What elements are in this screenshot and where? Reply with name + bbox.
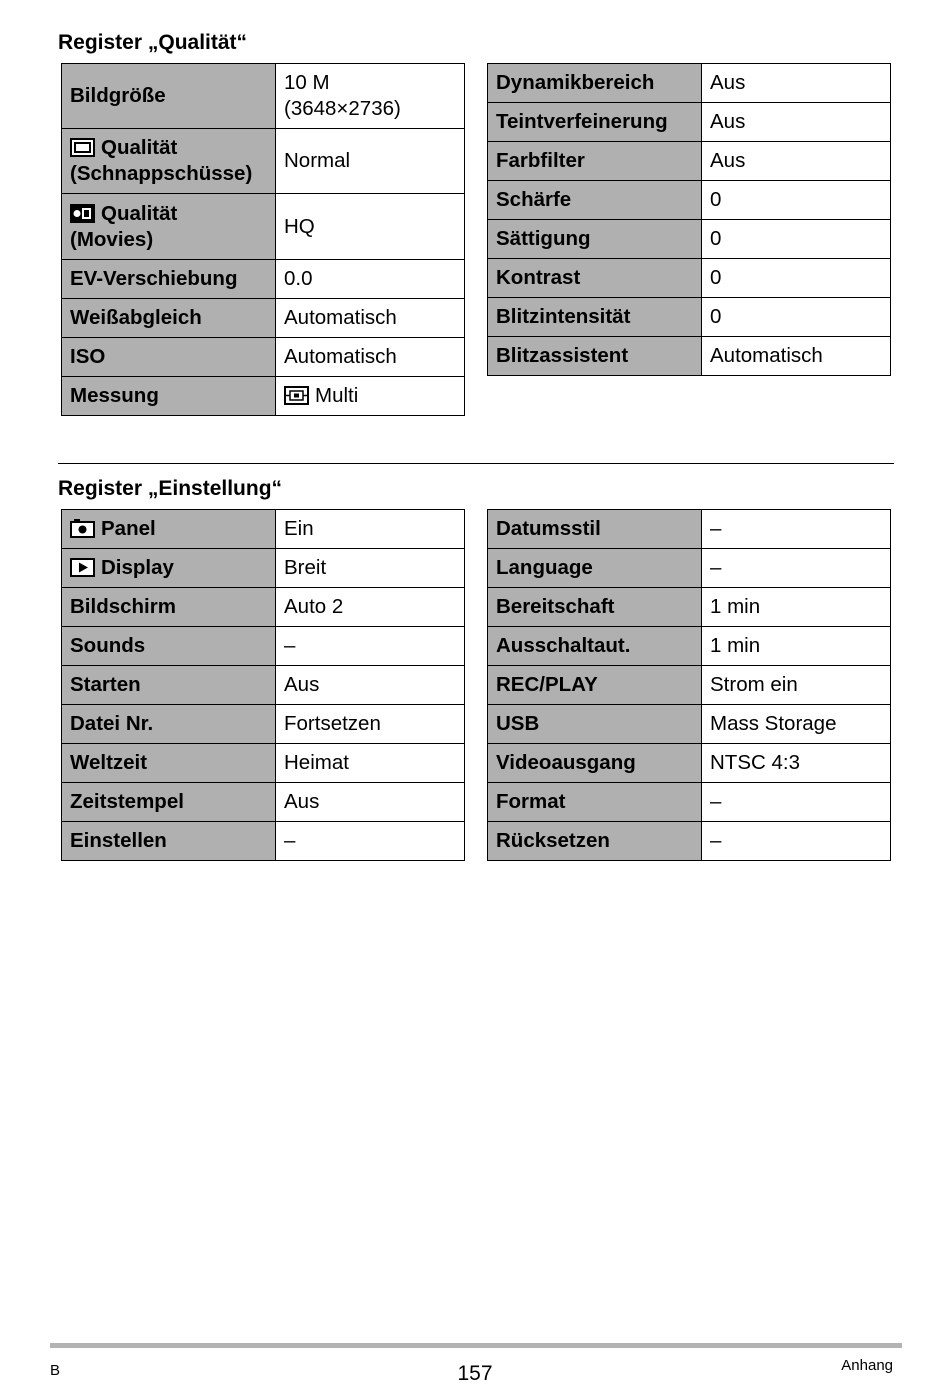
row-label: Datei Nr.	[62, 705, 276, 744]
table-row	[488, 142, 891, 181]
table-row	[62, 627, 465, 666]
table-row	[488, 783, 891, 822]
table-row	[62, 588, 465, 627]
table-row	[62, 666, 465, 705]
row-label: Ausschaltaut.	[488, 627, 702, 666]
row-label: Schärfe	[488, 181, 702, 220]
row-label: Einstellen	[62, 822, 276, 861]
row-label: Sättigung	[488, 220, 702, 259]
section-title-qualitaet: Register „Qualität“	[58, 31, 248, 54]
footer-bar	[50, 1343, 902, 1348]
camera-icon	[70, 519, 95, 538]
row-label: Teintverfeinerung	[488, 103, 702, 142]
row-value: 1 min	[702, 588, 891, 627]
row-label	[62, 549, 276, 588]
row-value-line1: 10 M	[284, 71, 330, 94]
row-value: Aus	[702, 103, 891, 142]
row-value: 1 min	[702, 627, 891, 666]
row-label: Bildschirm	[62, 588, 276, 627]
row-label-text: Panel	[101, 517, 156, 540]
table-row	[62, 783, 465, 822]
row-label: Bereitschaft	[488, 588, 702, 627]
table-row	[488, 103, 891, 142]
row-value: Automatisch	[276, 299, 465, 338]
table-row	[488, 822, 891, 861]
row-label: ISO	[62, 338, 276, 377]
row-value: –	[702, 783, 891, 822]
table-row	[488, 549, 891, 588]
row-value: 0	[702, 181, 891, 220]
row-label: Weltzeit	[62, 744, 276, 783]
row-value: –	[276, 627, 465, 666]
qualitaet-table-right	[487, 63, 891, 376]
table-row	[62, 705, 465, 744]
row-label	[62, 129, 276, 194]
row-value: 0.0	[276, 260, 465, 299]
row-value: Fortsetzen	[276, 705, 465, 744]
row-value: 0	[702, 220, 891, 259]
table-row	[488, 588, 891, 627]
row-value: Automatisch	[702, 337, 891, 376]
page-number: 157	[457, 1362, 493, 1385]
row-value: Heimat	[276, 744, 465, 783]
table-row	[62, 822, 465, 861]
table-row	[488, 220, 891, 259]
multi-metering-icon	[284, 386, 309, 405]
table-row	[62, 129, 465, 194]
qualitaet-table-left	[61, 63, 465, 416]
table-row	[62, 377, 465, 416]
row-value: Normal	[276, 129, 465, 194]
row-label: Blitzassistent	[488, 337, 702, 376]
row-value: Ein	[276, 510, 465, 549]
row-label	[62, 194, 276, 260]
row-label: Bildgröße	[62, 64, 276, 129]
row-label: Language	[488, 549, 702, 588]
row-label: Format	[488, 783, 702, 822]
einstellung-table-right	[487, 509, 891, 861]
row-value: NTSC 4:3	[702, 744, 891, 783]
table-row	[488, 744, 891, 783]
table-row	[488, 259, 891, 298]
row-value: –	[702, 822, 891, 861]
table-row	[488, 666, 891, 705]
footer-section-label: Anhang	[841, 1357, 893, 1374]
movie-mode-icon	[70, 204, 95, 223]
row-value: Automatisch	[276, 338, 465, 377]
table-row	[488, 337, 891, 376]
row-value: –	[702, 510, 891, 549]
row-label-line1: Qualität	[101, 136, 178, 159]
row-value: –	[702, 549, 891, 588]
table-row	[488, 298, 891, 337]
row-label: Rücksetzen	[488, 822, 702, 861]
section-title-einstellung: Register „Einstellung“	[58, 477, 283, 500]
einstellung-table-left	[61, 509, 465, 861]
table-row	[488, 627, 891, 666]
row-label-line2: (Movies)	[70, 227, 154, 251]
row-label: Kontrast	[488, 259, 702, 298]
row-label: Videoausgang	[488, 744, 702, 783]
table-row	[488, 181, 891, 220]
table-row	[62, 194, 465, 260]
section-divider	[58, 463, 894, 464]
snapshot-mode-icon	[70, 138, 95, 157]
row-label: USB	[488, 705, 702, 744]
row-label: Messung	[62, 377, 276, 416]
row-value: Auto 2	[276, 588, 465, 627]
row-value: Breit	[276, 549, 465, 588]
table-row	[488, 510, 891, 549]
row-label-text: Display	[101, 556, 174, 579]
row-label: Starten	[62, 666, 276, 705]
row-label: Dynamikbereich	[488, 64, 702, 103]
row-value	[276, 377, 465, 416]
table-row	[488, 705, 891, 744]
row-value-text: Multi	[315, 384, 359, 407]
table-row	[62, 338, 465, 377]
row-label: Weißabgleich	[62, 299, 276, 338]
row-label-line2: (Schnappschüsse)	[70, 162, 253, 185]
row-value-line2: (3648×2736)	[284, 97, 401, 120]
row-value	[276, 64, 465, 129]
row-value: –	[276, 822, 465, 861]
play-icon	[70, 558, 95, 577]
row-value: Aus	[702, 64, 891, 103]
footer-left-label: B	[50, 1362, 61, 1379]
row-value: Aus	[702, 142, 891, 181]
row-value: Strom ein	[702, 666, 891, 705]
table-row	[488, 64, 891, 103]
row-label	[62, 510, 276, 549]
table-row	[62, 744, 465, 783]
row-label: Blitzintensität	[488, 298, 702, 337]
row-label: Sounds	[62, 627, 276, 666]
row-label-line1: Qualität	[101, 201, 178, 225]
row-label: Datumsstil	[488, 510, 702, 549]
row-value: 0	[702, 298, 891, 337]
row-value: Mass Storage	[702, 705, 891, 744]
row-value: Aus	[276, 666, 465, 705]
table-row	[62, 64, 465, 129]
row-label: Farbfilter	[488, 142, 702, 181]
table-row	[62, 549, 465, 588]
row-value: 0	[702, 259, 891, 298]
row-label: Zeitstempel	[62, 783, 276, 822]
table-row	[62, 299, 465, 338]
row-label: EV-Verschiebung	[62, 260, 276, 299]
table-row	[62, 510, 465, 549]
table-row	[62, 260, 465, 299]
row-label: REC/PLAY	[488, 666, 702, 705]
row-value: HQ	[276, 194, 465, 260]
row-value: Aus	[276, 783, 465, 822]
